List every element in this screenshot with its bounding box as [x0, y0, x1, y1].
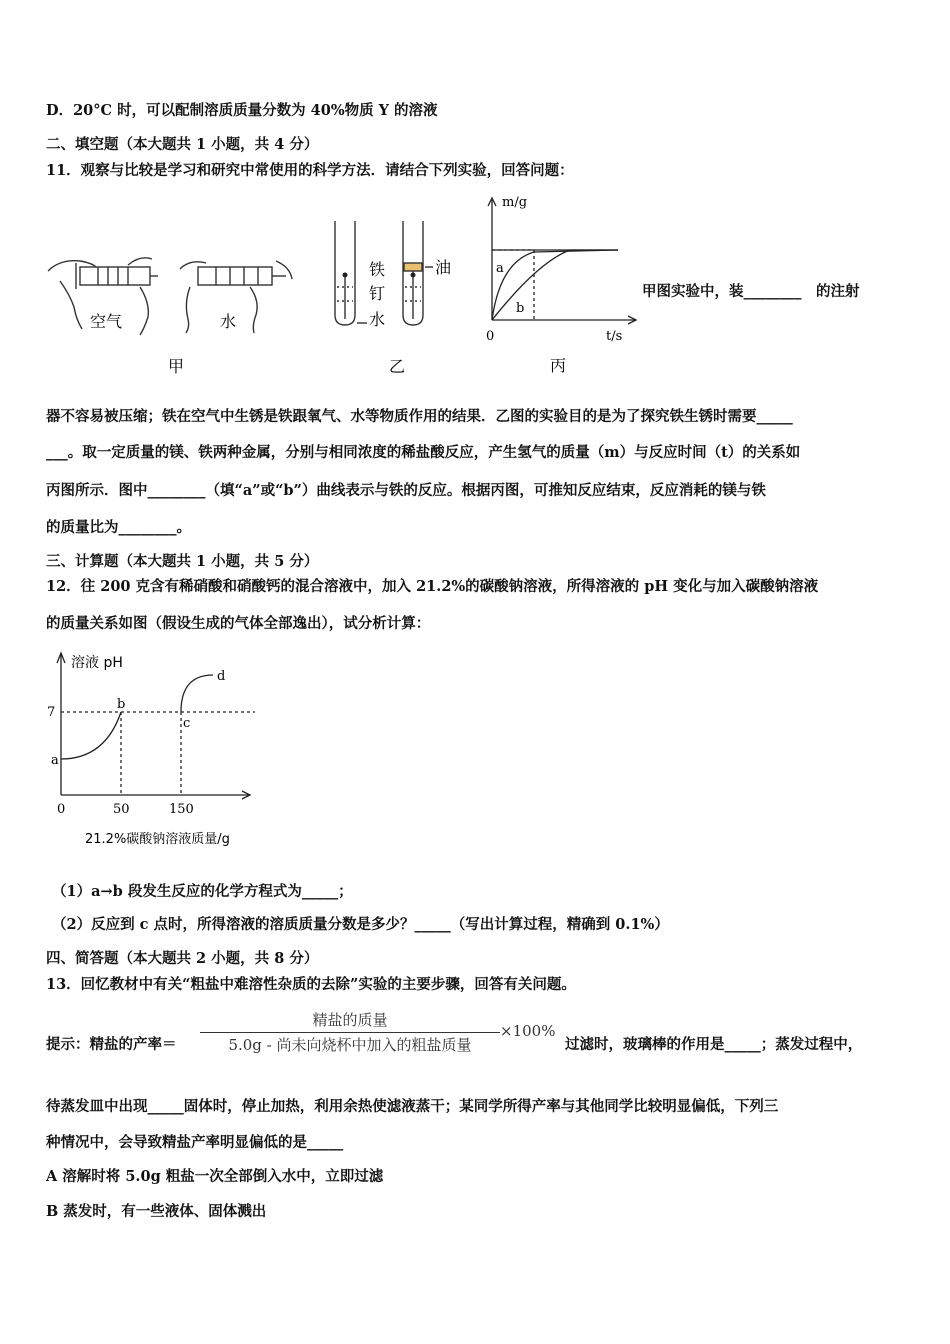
yield-formula-fraction	[200, 1010, 500, 1055]
point-c-label: c	[183, 716, 191, 731]
q13-line-2: 待蒸发皿中出现_____固体时，停止加热，利用余热使滤液蒸干；某同学所得产率与其他同学比较明显偏低，下列三	[46, 1098, 779, 1115]
jia-caption: 甲	[168, 357, 185, 376]
fraction-bar	[200, 1032, 500, 1033]
bing-ylabel: m/g	[502, 195, 528, 210]
question-11-intro: 11．观察与比较是学习和研究中常使用的科学方法．请结合下列实验，回答问题：	[46, 162, 574, 179]
ph-tick-7: 7	[47, 705, 56, 720]
jia-air-label: 空气	[90, 312, 123, 331]
point-b-label: b	[117, 697, 126, 712]
yi-oil-label: 油	[435, 258, 452, 277]
q11-right-text: 甲图实验中，装________ 的注射	[642, 283, 860, 300]
q12-line-2: 的质量关系如图（假设生成的气体全部逸出），试分析计算：	[46, 615, 431, 632]
question-13-intro: 13．回忆教材中有关“粗盐中难溶性杂质的去除”实验的主要步骤，回答有关问题。	[46, 976, 576, 993]
q12-part-2: （2）反应到 c 点时，所得溶液的溶质质量分数是多少？_____（写出计算过程，精确到 0.1%）	[52, 916, 669, 933]
q11-line-1: 器不容易被压缩；铁在空气中生锈是铁跟氧气、水等物质作用的结果．乙图的实验目的是为了探究铁生锈时需要_____	[46, 408, 793, 425]
q12-part-1: （1）a→b 段发生反应的化学方程式为_____；	[52, 883, 353, 900]
x-tick-50: 50	[113, 802, 130, 817]
section-2-heading: 二、填空题（本大题共 1 小题，共 4 分）	[46, 136, 319, 153]
fraction-denominator: 5.0g - 尚未向烧杯中加入的粗盐质量	[228, 1036, 472, 1054]
ph-chart-xlabel: 21.2%碳酸钠溶液质量/g	[85, 832, 230, 847]
option-b: B 蒸发时，有一些液体、固体溅出	[46, 1203, 267, 1220]
point-a-label: a	[51, 753, 59, 768]
option-d: D．20°C 时，可以配制溶质质量分数为 40%物质 Y 的溶液	[46, 102, 438, 119]
bing-origin: 0	[486, 329, 495, 344]
q11-line-2: ___。取一定质量的镁、铁两种金属，分别与相同浓度的稀盐酸反应，产生氢气的质量（m）与反应时间（t）的关系如	[46, 444, 801, 461]
bing-xlabel: t/s	[606, 329, 623, 344]
q13-after-formula: 过滤时，玻璃棒的作用是_____；蒸发过程中，	[565, 1036, 863, 1053]
fraction-numerator: 精盐的质量	[312, 1011, 388, 1029]
section-3-heading: 三、计算题（本大题共 1 小题，共 5 分）	[46, 553, 319, 570]
fraction-times-100: ×100%	[500, 1022, 556, 1040]
q13-line-3: 种情况中，会导致精盐产率明显偏低的是_____	[46, 1134, 344, 1151]
jia-water-label: 水	[220, 312, 237, 331]
yi-water-label: 水	[369, 310, 386, 329]
ph-curve-ab	[61, 712, 121, 759]
x-tick-0: 0	[57, 802, 66, 817]
section-4-heading: 四、简答题（本大题共 2 小题，共 8 分）	[46, 950, 319, 967]
bing-caption: 丙	[550, 356, 567, 375]
figure-yi	[325, 215, 465, 380]
q11-line-4: 的质量比为________。	[46, 519, 191, 536]
point-d-label: d	[217, 669, 226, 684]
ph-chart	[45, 645, 285, 860]
ph-curve-cd	[181, 675, 213, 712]
bing-curve-a: a	[496, 261, 504, 276]
yi-nail-label: 钉	[369, 284, 386, 303]
ph-chart-ylabel: 溶液 pH	[71, 655, 123, 671]
yi-iron-label: 铁	[369, 260, 386, 279]
figure-bing	[478, 192, 638, 382]
q13-hint-label: 提示：精盐的产率＝	[46, 1036, 177, 1053]
q11-line-3: 丙图所示．图中________（填“a”或“b”）曲线表示与铁的反应。根据丙图，可推知反应结束，反应消耗的镁与铁	[46, 482, 766, 499]
q12-line-1: 12．往 200 克含有稀硝酸和硝酸钙的混合溶液中，加入 21.2%的碳酸钠溶液，所得溶液的 pH 变化与加入碳酸钠溶液	[46, 578, 819, 595]
bing-curve-b: b	[516, 301, 525, 316]
figure-jia	[40, 245, 300, 380]
option-a: A 溶解时将 5.0g 粗盐一次全部倒入水中，立即过滤	[46, 1168, 384, 1185]
x-tick-150: 150	[169, 802, 194, 817]
yi-caption: 乙	[389, 357, 406, 376]
